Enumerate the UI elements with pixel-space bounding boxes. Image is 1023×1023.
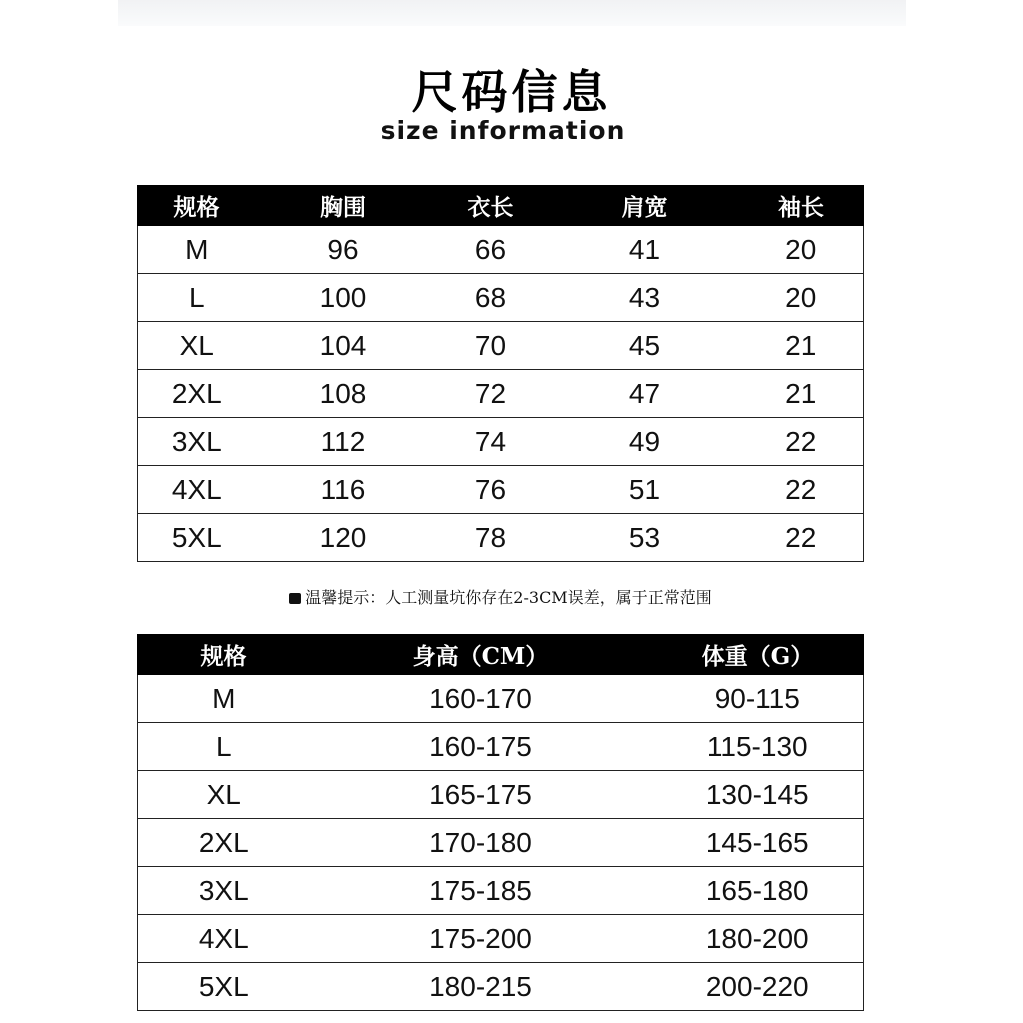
cell-sleeve: 22 xyxy=(739,514,864,562)
cell-height: 160-170 xyxy=(310,675,652,723)
cell-shoulder: 51 xyxy=(551,466,739,514)
cell-sleeve: 22 xyxy=(739,418,864,466)
cell-sleeve: 21 xyxy=(739,370,864,418)
cell-chest: 104 xyxy=(256,322,431,370)
header-chest: 胸围 xyxy=(256,186,431,226)
table-row xyxy=(138,771,864,819)
fit-guide-table xyxy=(137,634,864,1011)
cell-size: 4XL xyxy=(138,466,256,514)
header-weight: 体重（G） xyxy=(652,635,864,675)
cell-size: 2XL xyxy=(138,819,310,867)
header-length: 衣长 xyxy=(431,186,551,226)
table-header-row xyxy=(138,635,864,675)
cell-size: 3XL xyxy=(138,867,310,915)
cell-chest: 96 xyxy=(256,226,431,274)
cell-size: XL xyxy=(138,771,310,819)
cell-chest: 108 xyxy=(256,370,431,418)
cell-height: 180-215 xyxy=(310,963,652,1011)
cell-height: 160-175 xyxy=(310,723,652,771)
cell-weight: 200-220 xyxy=(652,963,864,1011)
cell-shoulder: 41 xyxy=(551,226,739,274)
header-shoulder: 肩宽 xyxy=(551,186,739,226)
cell-chest: 120 xyxy=(256,514,431,562)
cell-size: 5XL xyxy=(138,963,310,1011)
cell-size: L xyxy=(138,723,310,771)
cell-chest: 100 xyxy=(256,274,431,322)
notice-text: 温馨提示：人工测量坑你存在2-3CM误差，属于正常范围 xyxy=(305,588,712,607)
cell-sleeve: 20 xyxy=(739,274,864,322)
cell-size: 5XL xyxy=(138,514,256,562)
page-title: 尺码信息 xyxy=(411,65,612,119)
measurements-table xyxy=(137,185,864,562)
cell-length: 76 xyxy=(431,466,551,514)
cell-size: 2XL xyxy=(138,370,256,418)
table-row xyxy=(138,322,864,370)
cell-sleeve: 22 xyxy=(739,466,864,514)
table-row xyxy=(138,514,864,562)
cell-length: 74 xyxy=(431,418,551,466)
cell-length: 66 xyxy=(431,226,551,274)
cell-size: XL xyxy=(138,322,256,370)
page-subtitle: size information xyxy=(380,116,626,145)
cell-length: 68 xyxy=(431,274,551,322)
cell-height: 165-175 xyxy=(310,771,652,819)
cell-height: 175-185 xyxy=(310,867,652,915)
cell-size: M xyxy=(138,226,256,274)
cell-sleeve: 20 xyxy=(739,226,864,274)
cell-chest: 116 xyxy=(256,466,431,514)
table-row xyxy=(138,274,864,322)
cell-size: 4XL xyxy=(138,915,310,963)
table-row xyxy=(138,466,864,514)
cell-chest: 112 xyxy=(256,418,431,466)
cell-size: L xyxy=(138,274,256,322)
table-row xyxy=(138,226,864,274)
cell-weight: 145-165 xyxy=(652,819,864,867)
cell-height: 175-200 xyxy=(310,915,652,963)
cell-shoulder: 49 xyxy=(551,418,739,466)
cell-weight: 130-145 xyxy=(652,771,864,819)
table-row xyxy=(138,867,864,915)
top-banner-strip xyxy=(118,0,906,26)
cell-length: 72 xyxy=(431,370,551,418)
header-sleeve: 袖长 xyxy=(739,186,864,226)
table-row xyxy=(138,418,864,466)
table-row xyxy=(138,370,864,418)
table-row xyxy=(138,915,864,963)
cell-height: 170-180 xyxy=(310,819,652,867)
cell-shoulder: 45 xyxy=(551,322,739,370)
square-bullet-icon xyxy=(289,593,301,604)
cell-length: 78 xyxy=(431,514,551,562)
table-row xyxy=(138,675,864,723)
cell-weight: 90-115 xyxy=(652,675,864,723)
table-header-row xyxy=(138,186,864,226)
header-height: 身高（CM） xyxy=(310,635,652,675)
cell-length: 70 xyxy=(431,322,551,370)
header-size: 规格 xyxy=(138,635,310,675)
cell-size: 3XL xyxy=(138,418,256,466)
table-row xyxy=(138,723,864,771)
table-row xyxy=(138,819,864,867)
cell-weight: 165-180 xyxy=(652,867,864,915)
table-row xyxy=(138,963,864,1011)
measurement-notice xyxy=(0,585,1001,608)
cell-weight: 115-130 xyxy=(652,723,864,771)
cell-shoulder: 43 xyxy=(551,274,739,322)
cell-size: M xyxy=(138,675,310,723)
cell-weight: 180-200 xyxy=(652,915,864,963)
header-size: 规格 xyxy=(138,186,256,226)
cell-sleeve: 21 xyxy=(739,322,864,370)
cell-shoulder: 53 xyxy=(551,514,739,562)
cell-shoulder: 47 xyxy=(551,370,739,418)
